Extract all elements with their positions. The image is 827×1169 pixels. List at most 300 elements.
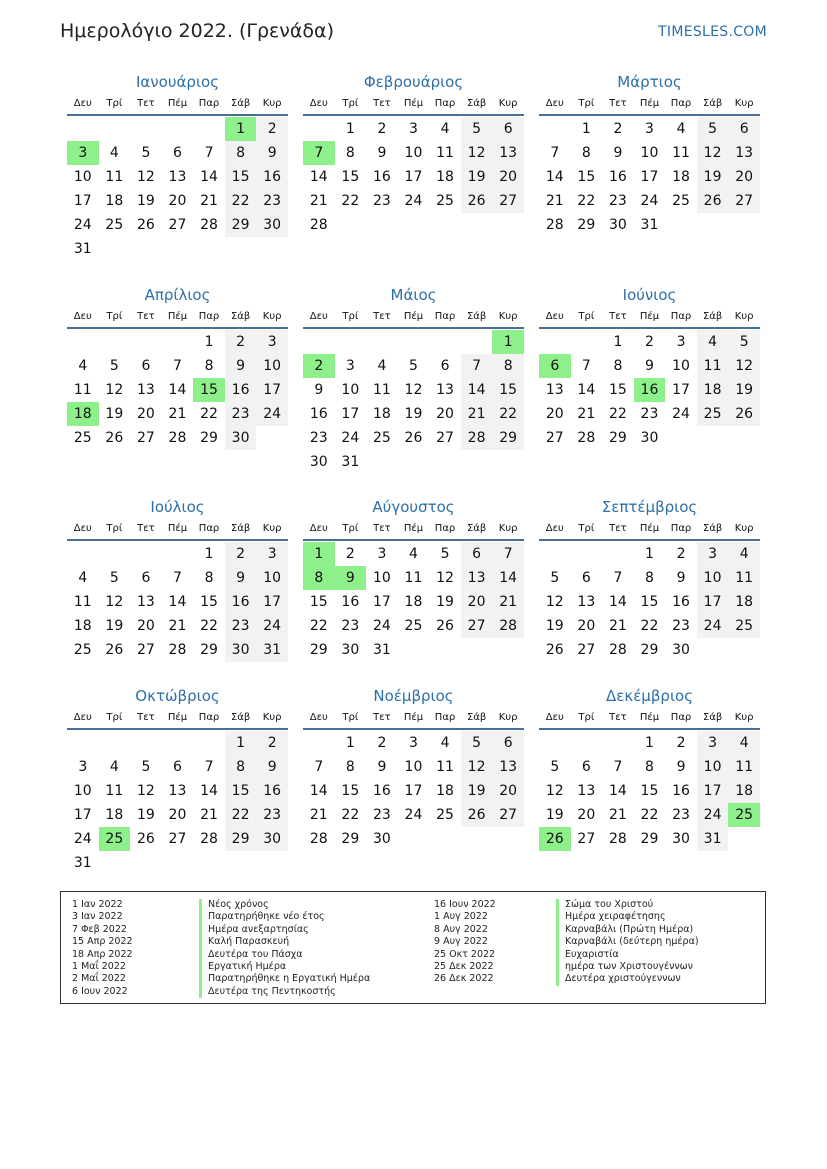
empty-cell [571, 542, 603, 566]
day-cell: 26 [461, 803, 493, 827]
weekday-label: Σάβ [230, 311, 251, 322]
legend-date: 16 Ιουν 2022 [434, 899, 496, 910]
legend-holiday-name: Δευτέρα του Πάσχα [199, 949, 370, 961]
day-cell: 18 [697, 378, 729, 402]
day-cell: 23 [372, 193, 391, 209]
day-cell: 11 [672, 145, 690, 161]
day-cell: 20 [168, 807, 187, 823]
day-cell: 25 [105, 217, 124, 233]
day-cell: 13 [492, 755, 524, 779]
empty-cell [539, 330, 571, 354]
empty-cell [429, 330, 461, 354]
day-cell: 2 [377, 121, 387, 137]
day-cell: 17 [640, 169, 659, 185]
legend-holiday-name: Σώμα του Χριστού [556, 899, 699, 911]
empty-cell [303, 330, 335, 354]
day-cell: 8 [645, 570, 654, 586]
day-cell: 4 [440, 121, 450, 137]
day-cell: 5 [440, 546, 450, 562]
day-cell: 21 [168, 618, 187, 634]
weekday-label: Δευ [73, 98, 92, 109]
day-cell: 8 [225, 141, 257, 165]
day-cell: 20 [728, 165, 760, 189]
weekday-label: Κυρ [262, 523, 282, 534]
empty-cell [398, 330, 430, 354]
weekday-label: Πέμ [639, 98, 660, 109]
day-cell: 23 [256, 189, 288, 213]
day-cell: 6 [492, 731, 524, 755]
day-cell: 25 [73, 430, 92, 446]
day-cell: 9 [256, 141, 288, 165]
legend-date: 25 Οκτ 2022 [434, 948, 496, 960]
legend-names-right [556, 899, 699, 986]
day-cell: 13 [577, 594, 596, 610]
day-cell: 3 [409, 735, 418, 751]
weekday-label: Δευ [545, 311, 564, 322]
weekday-label: Παρ [198, 712, 220, 723]
day-cell: 17 [256, 378, 288, 402]
day-cell: 24 [73, 831, 92, 847]
day-cell: 2 [613, 121, 623, 137]
weekday-label: Παρ [434, 98, 456, 109]
weekday-label: Πέμ [167, 311, 188, 322]
day-cell: 13 [136, 382, 155, 398]
day-cell: 1 [345, 735, 355, 751]
empty-cell [539, 731, 571, 755]
weekday-header [539, 519, 760, 541]
day-cell: 26 [105, 430, 124, 446]
day-grid [67, 542, 288, 662]
weekday-label: Τρί [342, 523, 359, 534]
day-grid [539, 117, 760, 237]
day-cell: 30 [341, 642, 360, 658]
weekday-label: Τετ [373, 98, 391, 109]
day-cell: 23 [608, 193, 627, 209]
day-cell: 15 [341, 169, 360, 185]
day-cell: 4 [676, 121, 686, 137]
day-cell: 7 [581, 358, 591, 374]
day-cell: 8 [345, 759, 355, 775]
day-cell: 18 [372, 406, 391, 422]
day-cell: 23 [341, 618, 360, 634]
day-cell: 9 [314, 382, 324, 398]
day-cell: 6 [581, 570, 591, 586]
day-cell: 26 [404, 430, 423, 446]
weekday-header [303, 519, 524, 541]
legend-date: 9 Αυγ 2022 [434, 936, 488, 948]
day-cell: 16 [372, 783, 391, 799]
weekday-header [539, 94, 760, 116]
day-cell: 17 [672, 382, 690, 398]
holiday-day-cell: 1 [225, 117, 257, 141]
day-cell: 2 [256, 117, 288, 141]
weekday-label: Δευ [309, 712, 328, 723]
day-cell: 15 [225, 779, 257, 803]
day-cell: 4 [440, 735, 450, 751]
day-cell: 16 [672, 594, 690, 610]
month-block [67, 684, 288, 875]
day-cell: 9 [377, 145, 387, 161]
day-cell: 9 [225, 354, 257, 378]
day-cell: 14 [577, 382, 596, 398]
day-cell: 2 [256, 731, 288, 755]
day-cell: 27 [436, 430, 454, 446]
day-grid [539, 542, 760, 662]
day-cell: 3 [676, 334, 686, 350]
weekday-label: Παρ [198, 98, 220, 109]
day-cell: 5 [141, 145, 151, 161]
weekday-label: Σάβ [230, 98, 251, 109]
day-cell: 28 [545, 217, 564, 233]
day-cell: 12 [136, 169, 155, 185]
day-cell: 4 [78, 570, 88, 586]
day-cell: 7 [173, 570, 182, 586]
weekday-label: Κυρ [498, 98, 518, 109]
day-cell: 26 [136, 217, 155, 233]
empty-cell [303, 731, 335, 755]
day-cell: 17 [256, 590, 288, 614]
page-title: Ημερολόγιο 2022. (Γρενάδα) [60, 20, 334, 42]
day-cell: 24 [372, 618, 391, 634]
day-cell: 10 [404, 759, 423, 775]
day-cell: 11 [404, 570, 423, 586]
day-cell: 17 [341, 406, 360, 422]
day-cell: 4 [728, 542, 760, 566]
weekday-label: Τετ [373, 523, 391, 534]
day-cell: 7 [550, 145, 560, 161]
day-cell: 12 [105, 594, 124, 610]
weekday-label: Δευ [309, 311, 328, 322]
empty-cell [539, 542, 571, 566]
day-cell: 31 [640, 217, 659, 233]
day-cell: 21 [461, 402, 493, 426]
day-cell: 24 [341, 430, 360, 446]
empty-cell [67, 731, 99, 755]
day-grid [67, 731, 288, 875]
day-cell: 20 [577, 807, 596, 823]
day-cell: 30 [640, 430, 659, 446]
day-grid [303, 117, 524, 237]
day-cell: 30 [372, 831, 391, 847]
month-block [303, 70, 524, 237]
weekday-label: Σάβ [230, 712, 251, 723]
weekday-label: Παρ [198, 523, 220, 534]
day-cell: 19 [105, 618, 124, 634]
empty-cell [366, 330, 398, 354]
day-cell: 7 [204, 145, 214, 161]
day-cell: 11 [697, 354, 729, 378]
day-cell: 26 [436, 618, 454, 634]
day-cell: 23 [372, 807, 391, 823]
day-cell: 19 [461, 779, 493, 803]
day-cell: 27 [577, 642, 596, 658]
day-cell: 24 [697, 803, 729, 827]
day-cell: 30 [672, 831, 690, 847]
day-cell: 12 [461, 755, 493, 779]
day-cell: 27 [136, 642, 155, 658]
empty-cell [67, 330, 99, 354]
empty-cell [571, 330, 603, 354]
legend-date: 7 Φεβ 2022 [72, 923, 127, 935]
day-cell: 19 [697, 165, 729, 189]
day-cell: 19 [404, 406, 423, 422]
day-cell: 25 [728, 614, 760, 638]
legend-date: 1 Μαΐ 2022 [72, 960, 126, 972]
day-cell: 30 [672, 642, 690, 658]
day-cell: 14 [492, 566, 524, 590]
legend-holiday-name: Παρατηρήθηκε νέο έτος [199, 911, 370, 923]
weekday-header [303, 94, 524, 116]
day-cell: 6 [173, 145, 182, 161]
day-cell: 25 [404, 618, 423, 634]
day-cell: 12 [545, 594, 564, 610]
day-cell: 3 [256, 542, 288, 566]
weekday-label: Σάβ [702, 98, 723, 109]
weekday-label: Παρ [198, 311, 220, 322]
day-cell: 1 [225, 731, 257, 755]
day-cell: 12 [728, 354, 760, 378]
empty-cell [130, 542, 162, 566]
month-block [303, 283, 524, 474]
day-cell: 31 [341, 454, 360, 470]
legend-holiday-name: Δευτέρα χριστούγεννων [556, 973, 699, 985]
day-cell: 15 [341, 783, 360, 799]
day-cell: 27 [168, 217, 187, 233]
legend-holiday-name: Νέος χρόνος [199, 899, 370, 911]
weekday-label: Δευ [545, 523, 564, 534]
month-name: Αύγουστος [372, 498, 455, 516]
holiday-day-cell: 7 [303, 141, 335, 165]
day-cell: 16 [608, 169, 627, 185]
day-cell: 23 [672, 807, 690, 823]
day-cell: 27 [545, 430, 564, 446]
day-cell: 10 [697, 566, 729, 590]
day-cell: 13 [436, 382, 454, 398]
day-cell: 14 [168, 594, 187, 610]
day-cell: 15 [492, 378, 524, 402]
day-cell: 27 [728, 189, 760, 213]
day-cell: 2 [225, 542, 257, 566]
empty-cell [130, 731, 162, 755]
weekday-label: Δευ [73, 523, 92, 534]
day-cell: 20 [136, 406, 155, 422]
day-cell: 21 [608, 618, 627, 634]
weekday-label: Πέμ [403, 98, 424, 109]
day-cell: 17 [404, 169, 423, 185]
day-cell: 6 [581, 759, 591, 775]
day-cell: 9 [225, 566, 257, 590]
day-cell: 22 [640, 618, 659, 634]
day-cell: 5 [550, 759, 560, 775]
weekday-label: Σάβ [702, 311, 723, 322]
weekday-label: Πέμ [167, 712, 188, 723]
weekday-label: Κυρ [262, 311, 282, 322]
day-cell: 6 [173, 759, 182, 775]
day-cell: 11 [73, 382, 92, 398]
month-name: Ιανουάριος [135, 73, 219, 91]
day-cell: 20 [492, 165, 524, 189]
weekday-label: Σάβ [230, 523, 251, 534]
day-cell: 15 [225, 165, 257, 189]
day-cell: 12 [545, 783, 564, 799]
month-block [67, 283, 288, 450]
day-cell: 30 [225, 426, 257, 450]
day-cell: 3 [409, 121, 418, 137]
day-cell: 2 [676, 546, 686, 562]
legend-date: 25 Δεκ 2022 [434, 960, 494, 972]
day-cell: 22 [341, 807, 360, 823]
weekday-header [67, 307, 288, 329]
empty-cell [193, 731, 225, 755]
legend-holiday-name: Δευτέρα της Πεντηκοστής [199, 986, 370, 998]
day-cell: 25 [73, 642, 92, 658]
day-cell: 11 [728, 755, 760, 779]
empty-cell [67, 542, 99, 566]
weekday-label: Κυρ [498, 523, 518, 534]
day-cell: 16 [225, 590, 257, 614]
day-cell: 8 [225, 755, 257, 779]
weekday-label: Πέμ [403, 712, 424, 723]
day-cell: 14 [608, 594, 627, 610]
day-cell: 14 [200, 783, 218, 799]
weekday-label: Κυρ [734, 712, 754, 723]
day-cell: 20 [461, 590, 493, 614]
day-cell: 29 [640, 642, 659, 658]
day-cell: 6 [141, 570, 151, 586]
day-cell: 24 [256, 614, 288, 638]
day-cell: 20 [545, 406, 564, 422]
day-cell: 26 [105, 642, 124, 658]
day-cell: 20 [436, 406, 454, 422]
holiday-day-cell: 26 [539, 827, 571, 851]
day-cell: 13 [168, 783, 187, 799]
month-name: Μάρτιος [617, 73, 682, 91]
day-cell: 14 [461, 378, 493, 402]
day-cell: 21 [545, 193, 564, 209]
weekday-label: Κυρ [262, 98, 282, 109]
legend-holiday-name: ημέρα των Χριστουγέννων [556, 961, 699, 973]
day-cell: 21 [492, 590, 524, 614]
day-cell: 16 [256, 165, 288, 189]
day-cell: 5 [728, 330, 760, 354]
day-cell: 2 [225, 330, 257, 354]
month-block [539, 684, 760, 851]
empty-cell [539, 117, 571, 141]
day-cell: 22 [608, 406, 627, 422]
day-cell: 18 [105, 807, 124, 823]
day-cell: 31 [73, 241, 92, 257]
weekday-label: Πέμ [167, 523, 188, 534]
weekday-label: Κυρ [734, 98, 754, 109]
day-cell: 24 [672, 406, 690, 422]
day-cell: 6 [728, 117, 760, 141]
day-cell: 15 [577, 169, 596, 185]
day-cell: 17 [404, 783, 423, 799]
legend-holiday-name: Εργατική Ημέρα [199, 961, 370, 973]
day-grid [303, 731, 524, 851]
empty-cell [335, 330, 367, 354]
day-cell: 27 [492, 189, 524, 213]
weekday-label: Κυρ [734, 311, 754, 322]
day-cell: 30 [608, 217, 627, 233]
day-cell: 27 [492, 803, 524, 827]
day-cell: 4 [109, 759, 119, 775]
day-cell: 16 [309, 406, 328, 422]
weekday-label: Τετ [609, 98, 627, 109]
day-cell: 22 [200, 406, 218, 422]
day-cell: 18 [672, 169, 690, 185]
weekday-label: Τρί [342, 311, 359, 322]
empty-cell [99, 330, 131, 354]
day-cell: 30 [256, 827, 288, 851]
day-cell: 10 [640, 145, 659, 161]
day-cell: 7 [314, 759, 324, 775]
day-grid [67, 117, 288, 261]
day-cell: 4 [78, 358, 88, 374]
day-cell: 3 [697, 731, 729, 755]
day-cell: 22 [309, 618, 328, 634]
day-cell: 31 [697, 827, 729, 851]
empty-cell [193, 117, 225, 141]
month-block [539, 283, 760, 450]
legend-date: 6 Ιουν 2022 [72, 985, 128, 997]
weekday-label: Τετ [373, 311, 391, 322]
day-grid [303, 330, 524, 474]
day-cell: 9 [613, 145, 623, 161]
day-grid [539, 330, 760, 450]
day-cell: 19 [436, 594, 454, 610]
day-cell: 13 [461, 566, 493, 590]
day-cell: 23 [225, 614, 257, 638]
day-cell: 1 [345, 121, 355, 137]
weekday-label: Σάβ [466, 98, 487, 109]
day-cell: 14 [200, 169, 218, 185]
site-logo[interactable]: TIMESLES.COM [658, 24, 767, 40]
day-cell: 21 [608, 807, 627, 823]
day-cell: 6 [440, 358, 450, 374]
day-cell: 3 [697, 542, 729, 566]
day-cell: 14 [608, 783, 627, 799]
weekday-label: Σάβ [466, 712, 487, 723]
day-cell: 29 [608, 430, 627, 446]
day-cell: 28 [608, 642, 627, 658]
legend-holiday-name: Ευχαριστία [556, 949, 699, 961]
day-cell: 18 [73, 618, 92, 634]
day-cell: 26 [136, 831, 155, 847]
empty-cell [571, 731, 603, 755]
day-cell: 26 [461, 189, 493, 213]
holiday-day-cell: 25 [99, 827, 131, 851]
day-cell: 1 [204, 334, 214, 350]
weekday-label: Παρ [434, 712, 456, 723]
weekday-label: Δευ [73, 712, 92, 723]
day-cell: 19 [728, 378, 760, 402]
day-cell: 18 [436, 783, 454, 799]
day-cell: 23 [309, 430, 328, 446]
weekday-label: Τρί [342, 98, 359, 109]
day-cell: 6 [492, 117, 524, 141]
day-cell: 4 [697, 330, 729, 354]
day-cell: 30 [256, 213, 288, 237]
weekday-label: Παρ [670, 98, 692, 109]
day-cell: 26 [545, 642, 564, 658]
day-cell: 7 [173, 358, 182, 374]
day-cell: 7 [461, 354, 493, 378]
day-cell: 21 [200, 807, 218, 823]
day-cell: 25 [372, 430, 391, 446]
day-cell: 29 [577, 217, 596, 233]
empty-cell [162, 731, 194, 755]
